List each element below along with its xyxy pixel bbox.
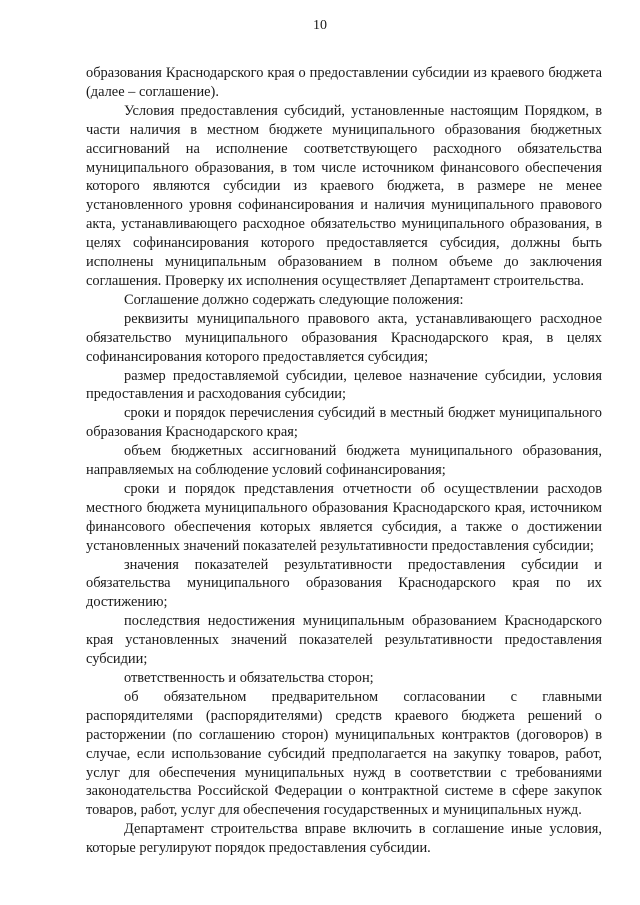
document-body bbox=[86, 64, 602, 858]
paragraph-subsidy-conditions: Условия предоставления субсидий, установленные настоящим Порядком, в части наличия в местном бюджете муниципального образования бюджетных ассигнований на исполнение соответствующего расходного обязательства муниципального образования, в том числе источником финансового обеспечения которого являются субсидии из краевого бюджета, в размере не менее установленного уровня софинансирования и наличия муниципального правового акта, устанавливающего расходное обязательство муниципального образования, в целях софинансирования которого предоставляется субсидия, должны быть исполнены муниципальным образованием в полном объеме до заключения соглашения. Проверку их исполнения осуществляет Департамент строительства. bbox=[86, 102, 602, 289]
list-item-responsibility: ответственность и обязательства сторон; bbox=[124, 670, 374, 686]
list-item-non-achievement-consequences: последствия недостижения муниципальным образованием Краснодарского края установленных значений показателей результативности предоставления субсидии; bbox=[86, 613, 602, 668]
list-item-reporting-terms: сроки и порядок представления отчетности об осуществлении расходов местного бюджета муниципального образования Краснодарского края, источником финансового обеспечения которых является субсидия, а также о достижении установленных значений показателей результативности предоставления субсидии; bbox=[86, 480, 602, 554]
page-number: 10 bbox=[313, 18, 327, 33]
list-item-transfer-terms: сроки и порядок перечисления субсидий в местный бюджет муниципального образования Краснодарского края; bbox=[86, 405, 602, 441]
list-item-performance-indicators: значения показателей результативности предоставления субсидии и обязательства муниципального образования Краснодарского края по их достижению; bbox=[86, 556, 602, 611]
list-item-legal-act-details: реквизиты муниципального правового акта, устанавливающего расходное обязательство муниципального образования Краснодарского края, в целях софинансирования которого предоставляется субсидия; bbox=[86, 310, 602, 365]
paragraph-additional-conditions: Департамент строительства вправе включить в соглашение иные условия, которые регулируют порядок предоставления субсидии. bbox=[86, 821, 602, 857]
list-item-contract-termination-approval: об обязательном предварительном согласовании с главными распорядителями (распорядителями) средств краевого бюджета решений о расторжении (по соглашению сторон) муниципальных контрактов (договоров) в случае, если использование субсидий предполагается на закупку товаров, работ, услуг для обеспечения муниципальных нужд в соответствии с требованиями законодательства Российской Федерации о контрактной системе в сфере закупок товаров, работ, услуг для обеспечения государственных и муниципальных нужд. bbox=[86, 688, 602, 819]
paragraph-continuation: образования Краснодарского края о предоставлении субсидии из краевого бюджета (далее – соглашение). bbox=[86, 65, 602, 100]
paragraph-agreement-provisions: Соглашение должно содержать следующие положения: bbox=[124, 291, 464, 308]
list-item-budget-allocations: объем бюджетных ассигнований бюджета муниципального образования, направляемых на соблюдение условий софинансирования; bbox=[86, 443, 602, 479]
list-item-subsidy-amount: размер предоставляемой субсидии, целевое назначение субсидии, условия предоставления и расходования субсидии; bbox=[86, 367, 602, 403]
